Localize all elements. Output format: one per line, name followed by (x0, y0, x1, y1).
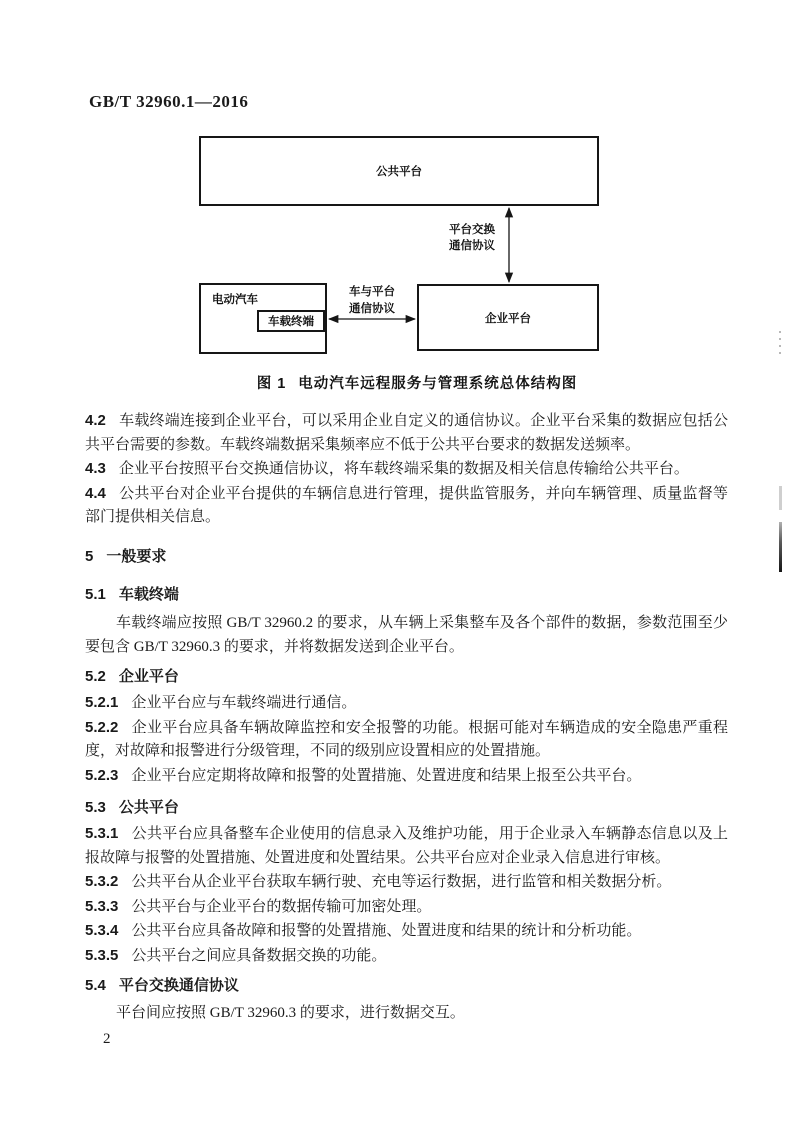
page-number: 2 (103, 1031, 111, 1047)
clause-5-3-2 (85, 870, 728, 895)
clause-number: 5.3.2 (85, 873, 119, 891)
clause-number: 5.3.3 (85, 897, 119, 915)
heading-number: 5.3 (85, 799, 106, 817)
clause-number: 5.2.2 (85, 718, 119, 736)
heading-text: 公共平台 (118, 799, 179, 817)
clause-text: 公共平台应具备故障和报警的处置措施、处置进度和结果的统计和分析功能。 (131, 923, 642, 940)
clause-text: 企业平台应定期将故障和报警的处置措施、处置进度和结果上报至公共平台。 (131, 767, 642, 784)
clause-text: 企业平台按照平台交换通信协议，将车载终端采集的数据及相关信息传输给公共平台。 (118, 461, 689, 478)
clause-number: 5.2.3 (85, 766, 119, 784)
section-heading-5-4 (85, 974, 728, 998)
heading-number: 5 (85, 547, 94, 565)
clause-number: 4.3 (85, 460, 106, 478)
clause-number: 5.3.4 (85, 922, 119, 940)
clause-5-2-2 (85, 716, 728, 764)
enterprise-platform-label: 企业平台 (485, 312, 531, 325)
clause-text: 企业平台应与车载终端进行通信。 (131, 694, 357, 711)
heading-number: 5.2 (85, 668, 106, 686)
platform-exchange-protocol-label (443, 222, 501, 254)
section-heading-5 (85, 545, 728, 569)
vehicle-platform-protocol-line2: 通信协议 (349, 303, 395, 315)
figure-caption (85, 372, 749, 393)
electric-vehicle-label: 电动汽车 (212, 294, 258, 306)
vehicle-platform-protocol-label (344, 284, 400, 318)
platform-exchange-protocol-line2: 通信协议 (449, 240, 495, 252)
clause-text: 公共平台对企业平台提供的车辆信息进行管理，提供监管服务，并向车辆管理、质量监督等部门提供相关信息。 (85, 485, 728, 526)
clause-text: 公共平台之间应具备数据交换的功能。 (131, 947, 387, 964)
heading-text: 一般要求 (106, 547, 167, 565)
clause-5-3-4 (85, 919, 728, 944)
section-heading-5-1 (85, 583, 728, 607)
clause-4-3 (85, 457, 728, 482)
heading-text: 平台交换通信协议 (118, 977, 239, 995)
section-heading-5-2 (85, 665, 728, 689)
clause-4-4 (85, 482, 728, 530)
clause-4-2 (85, 409, 728, 457)
figure-caption-label: 图 1 (256, 376, 287, 392)
scan-artifact-dots (779, 331, 781, 357)
clause-5-3-5 (85, 944, 728, 969)
paragraph-5-4: 平台间应按照 GB/T 32960.3 的要求，进行数据交互。 (116, 1005, 465, 1022)
scan-artifact-smudge (779, 486, 782, 510)
document-body (85, 409, 728, 1026)
heading-text: 企业平台 (118, 668, 179, 686)
standard-code-header: GB/T 32960.1—2016 (89, 92, 249, 111)
vehicle-terminal-label: 车载终端 (268, 316, 314, 328)
section-heading-5-3 (85, 796, 728, 820)
paragraph-5-1: 车载终端应按照 GB/T 32960.2 的要求，从车辆上采集整车及各个部件的数据，参数范围至少要包含 GB/T 32960.3 的要求，并将数据发送到企业平台。 (85, 615, 728, 655)
clause-text: 公共平台应具备整车企业使用的信息录入及维护功能，用于企业录入车辆静态信息以及上报故障与报警的处置措施、处置进度和处置结果。公共平台应对企业录入信息进行审核。 (85, 825, 728, 866)
clause-5-2-1 (85, 691, 728, 716)
heading-number: 5.4 (85, 977, 106, 995)
public-platform-label: 公共平台 (376, 166, 422, 178)
clause-number: 5.3.1 (85, 824, 119, 842)
platform-exchange-protocol-line1: 平台交换 (449, 224, 495, 236)
clause-number: 4.2 (85, 412, 106, 429)
clause-5-2-3 (85, 764, 728, 789)
heading-text: 车载终端 (118, 585, 179, 603)
clause-number: 5.2.1 (85, 693, 119, 711)
clause-number: 4.4 (85, 484, 106, 502)
clause-text: 企业平台应具备车辆故障监控和安全报警的功能。根据可能对车辆造成的安全隐患严重程度，对故障和报警进行分级管理，不同的级别应设置相应的处置措施。 (85, 719, 728, 760)
vehicle-platform-protocol-line1: 车与平台 (349, 286, 395, 298)
clause-5-3-3 (85, 895, 728, 920)
clause-number: 5.3.5 (85, 946, 119, 964)
clause-text: 车载终端连接到企业平台，可以采用企业自定义的通信协议。企业平台采集的数据应包括公共平台需要的参数。车载终端数据采集频率应不低于公共平台要求的数据发送频率。 (85, 413, 728, 453)
scan-artifact-line (779, 522, 782, 572)
heading-number: 5.1 (85, 585, 106, 603)
clause-text: 公共平台与企业平台的数据传输可加密处理。 (131, 898, 432, 915)
clause-text: 公共平台从企业平台获取车辆行驶、充电等运行数据，进行监管和相关数据分析。 (131, 874, 672, 891)
clause-5-3-1 (85, 822, 728, 870)
figure-arrows (190, 130, 610, 360)
figure-caption-title: 电动汽车远程服务与管理系统总体结构图 (298, 376, 578, 392)
